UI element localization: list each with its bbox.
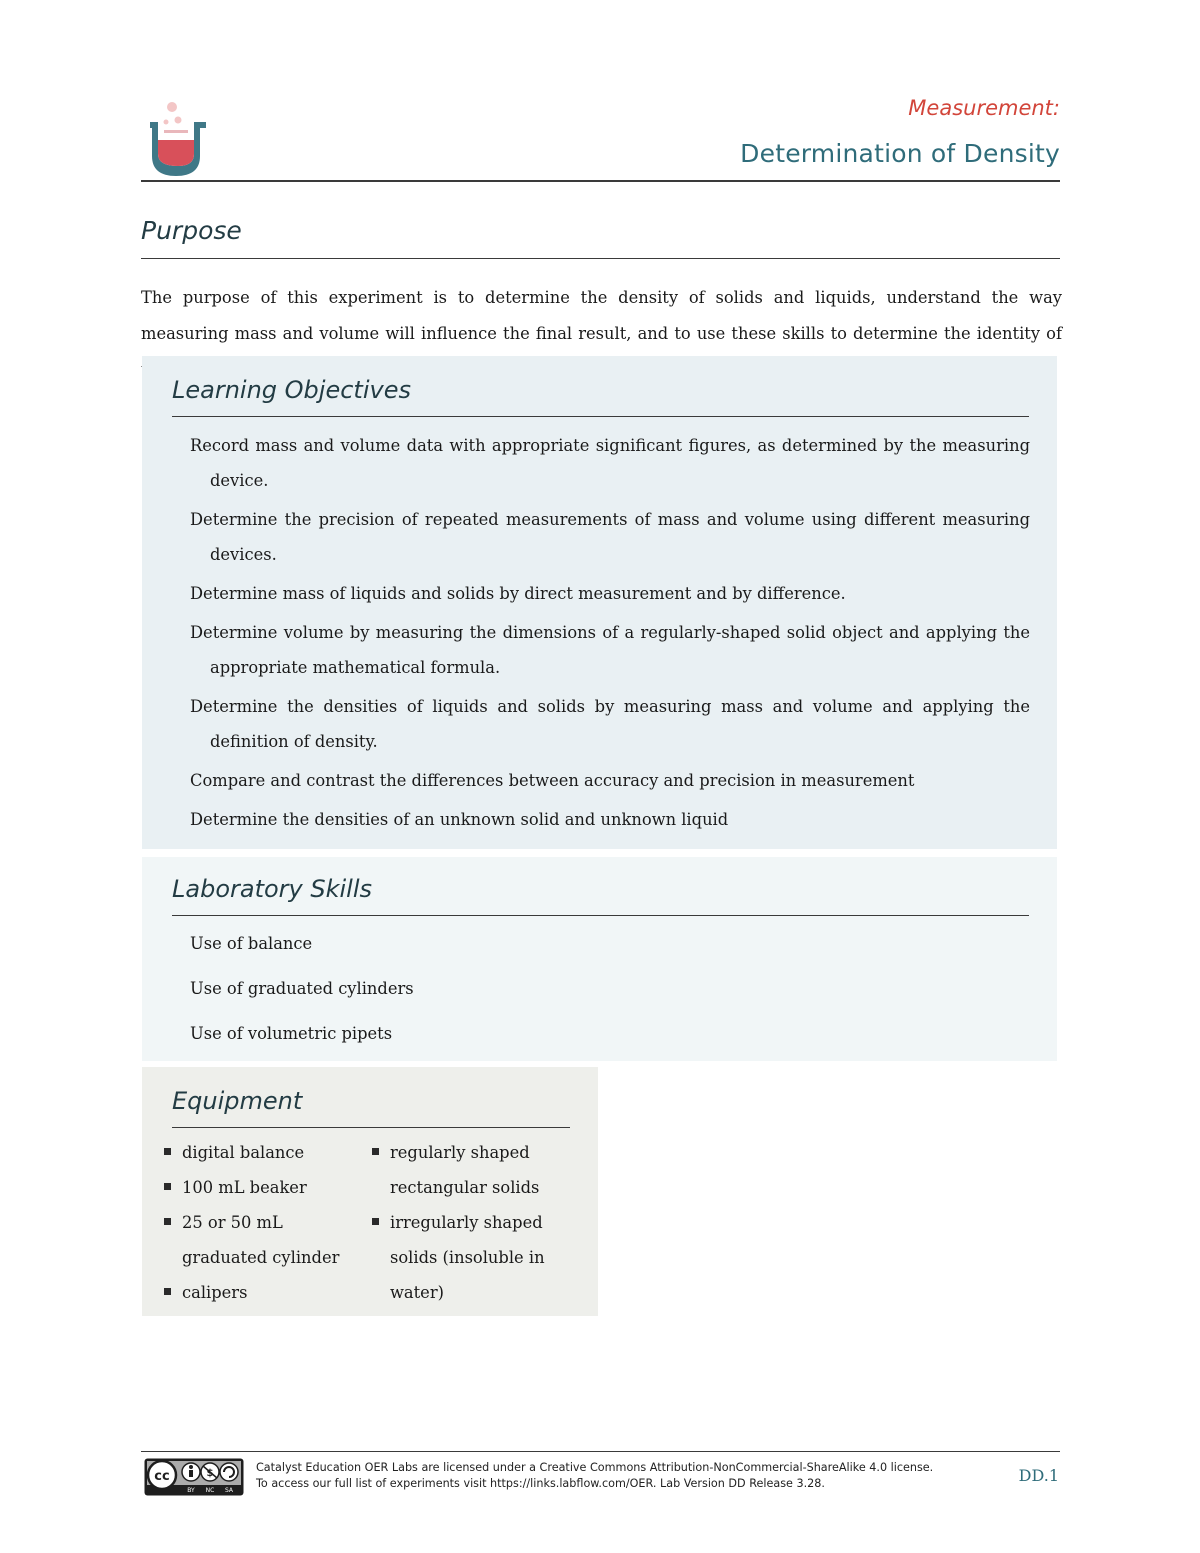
- svg-text:cc: cc: [154, 1469, 170, 1484]
- equipment-item: irregularly shaped solids (insoluble in water): [372, 1205, 562, 1310]
- equipment-item: digital balance: [164, 1135, 344, 1170]
- skill-item: Use of volumetric pipets: [190, 1024, 393, 1043]
- objective-item: Determine mass of liquids and solids by direct measurement and by difference.: [190, 584, 846, 603]
- learning-objectives-heading: Learning Objectives: [172, 376, 411, 404]
- bullet-square-icon: [164, 1288, 171, 1295]
- objective-item: Compare and contrast the differences between accuracy and precision in measurement: [190, 771, 915, 790]
- equipment-item: 25 or 50 mL graduated cylinder: [164, 1205, 344, 1275]
- equipment-list-col1: [164, 1135, 344, 1310]
- objective-item: Determine the densities of liquids and solids by measuring mass and volume and applying the definition of density.: [190, 697, 1030, 751]
- footer-divider: [141, 1451, 1060, 1452]
- skill-item: Use of graduated cylinders: [190, 979, 414, 998]
- header-kicker: Measurement:: [908, 96, 1060, 120]
- equipment-divider: [172, 1127, 570, 1128]
- learning-objectives-panel: [142, 356, 1057, 849]
- objective-item: Determine volume by measuring the dimensions of a regularly-shaped solid object and applying the appropriate mathematical formula.: [190, 623, 1030, 677]
- bullet-square-icon: [164, 1148, 171, 1155]
- learning-objectives-list: [190, 428, 1030, 841]
- footer-license-text: [256, 1460, 933, 1492]
- page-number: DD.1: [1018, 1466, 1059, 1485]
- bullet-square-icon: [164, 1183, 171, 1190]
- bullet-square-icon: [372, 1218, 379, 1225]
- cc-license-badge-icon: [144, 1458, 244, 1496]
- license-line-1: Catalyst Education OER Labs are licensed under a Creative Commons Attribution-NonCommercial-ShareAlike 4.0 license.: [256, 1461, 934, 1474]
- license-line-2: To access our full list of experiments visit https://links.labflow.com/OER. Lab Version DD Release 3.28.: [256, 1477, 825, 1490]
- purpose-text: The purpose of this experiment is to determine the density of solids and liquids, understand the way measuring mass and volume will influence the final result, and to use these skills to determine the identity of: [141, 288, 1062, 343]
- laboratory-skills-heading: Laboratory Skills: [172, 875, 373, 903]
- svg-text:BY: BY: [187, 1487, 195, 1494]
- svg-text:SA: SA: [224, 1487, 234, 1494]
- equipment-item: 100 mL beaker: [164, 1170, 344, 1205]
- equipment-heading: Equipment: [172, 1087, 303, 1115]
- svg-text:NC: NC: [205, 1487, 215, 1494]
- purpose-divider: [141, 258, 1060, 259]
- laboratory-skills-list: [190, 925, 414, 1060]
- objective-item: Determine the densities of an unknown solid and unknown liquid: [190, 810, 729, 829]
- svg-text:$: $: [206, 1468, 214, 1479]
- equipment-item: regularly shaped rectangular solids: [372, 1135, 562, 1205]
- purpose-heading: Purpose: [141, 216, 242, 245]
- header-divider: [141, 180, 1060, 182]
- skill-item: Use of balance: [190, 934, 313, 953]
- objective-item: Record mass and volume data with appropriate significant figures, as determined by the measuring device.: [190, 436, 1030, 490]
- laboratory-skills-panel: [142, 857, 1057, 1061]
- objective-item: Determine the precision of repeated measurements of mass and volume using different measuring devices.: [190, 510, 1030, 564]
- learning-objectives-divider: [172, 416, 1029, 417]
- bullet-square-icon: [372, 1148, 379, 1155]
- laboratory-skills-divider: [172, 915, 1029, 916]
- beaker-logo-icon: [144, 100, 210, 182]
- equipment-item: calipers: [164, 1275, 344, 1310]
- document-title: Determination of Density: [740, 139, 1060, 168]
- bullet-square-icon: [164, 1218, 171, 1225]
- equipment-list-col2: [372, 1135, 562, 1310]
- equipment-panel: [142, 1067, 598, 1316]
